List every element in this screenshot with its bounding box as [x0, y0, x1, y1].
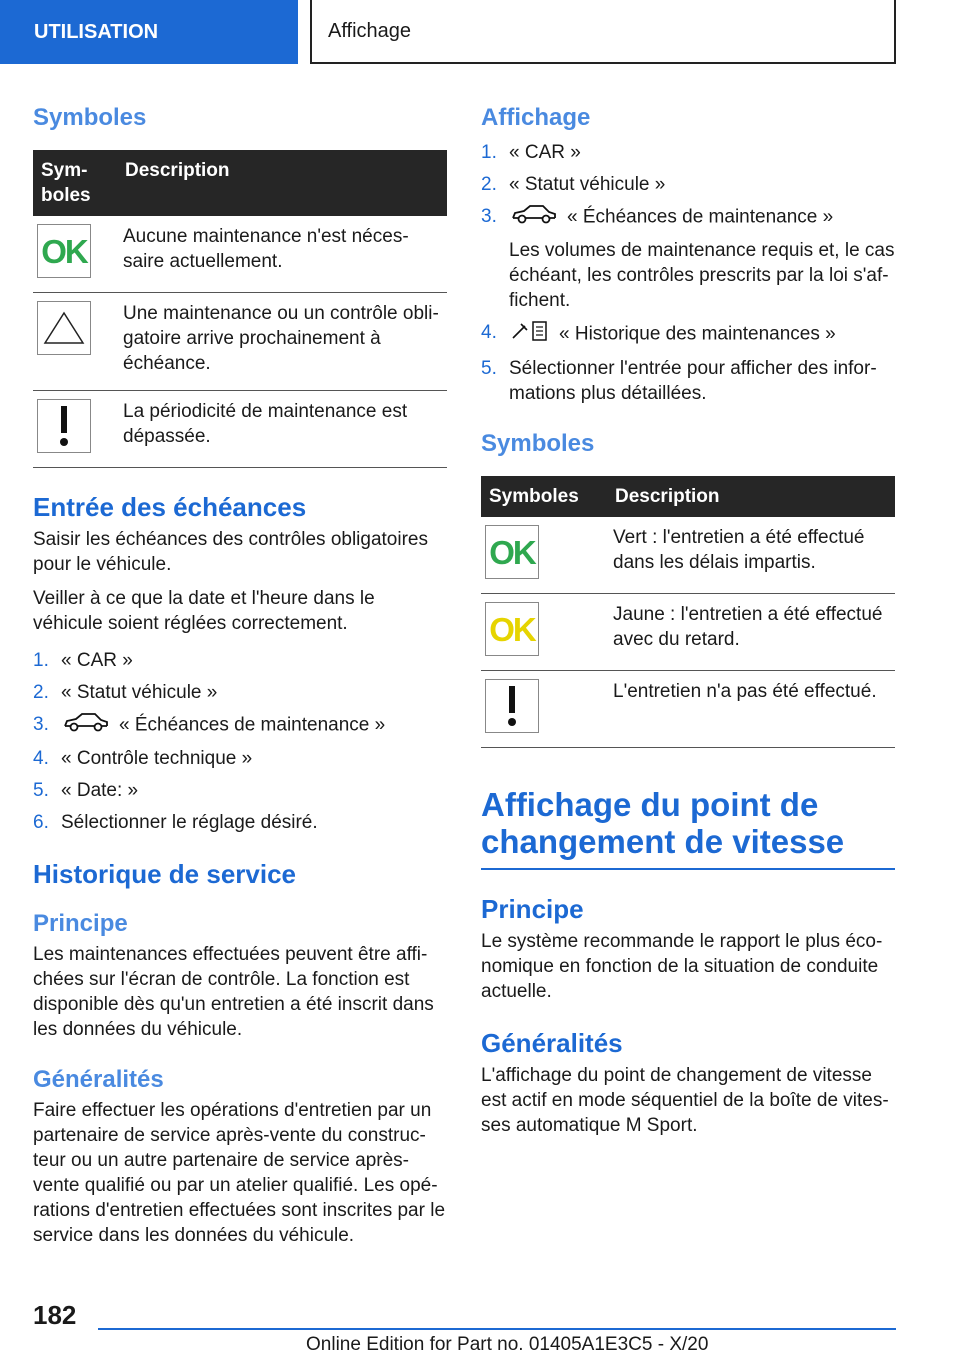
entree-paragraph-2: Veiller à ce que la date et l'heure dans le véhicule soient réglées correctement. [33, 588, 375, 634]
col-header-symbols: Symboles [481, 476, 607, 517]
col-header-description: Description [117, 150, 447, 216]
ok-yellow-icon: OK [485, 602, 539, 656]
table-row [33, 391, 447, 468]
service-history-icon [511, 320, 549, 349]
table-row [481, 671, 895, 748]
affichage-steps [481, 140, 895, 231]
ok-green-icon: OK [37, 224, 91, 278]
row-description: L'entretien n'a pas été effectué. [607, 671, 895, 748]
list-item: 3. « Échéances de maintenance » [33, 712, 447, 739]
heading-rule [481, 868, 895, 870]
chapter-title: Affichage [310, 0, 896, 64]
exclamation-icon [485, 679, 539, 733]
symbols-heading: Symboles [481, 430, 595, 457]
principe-heading: Principe [481, 894, 584, 924]
left-column [33, 98, 447, 1248]
list-item: 4. « Historique des maintenances » [481, 320, 895, 349]
right-column [481, 98, 895, 1138]
table-row [481, 517, 895, 594]
generalites-text: Faire effectuer les opérations d'entretien par un partenaire de service après-vente du construc-teur ou un autre partenaire de service après-vente qualifié ou par un atelier qualifié. Les opé-rations d'entretien effectuées sont inscrites par le service dans les données du véhicule. [33, 1100, 446, 1246]
row-description: Une maintenance ou un contrôle obli- gatoire arrive prochainement à échéance. [117, 293, 447, 391]
warning-triangle-icon [37, 301, 91, 355]
step3-subtext: Les volumes de maintenance requis et, le cas échéant, les contrôles prescrits par la loi s'af-fichent. [509, 240, 895, 311]
car-outline-icon [63, 712, 109, 739]
car-outline-icon [511, 204, 557, 231]
symbols-table [33, 150, 447, 468]
historique-heading: Historique de service [33, 859, 296, 889]
affichage-steps-cont [481, 320, 895, 406]
edition-text: Online Edition for Part no. 01405A1E3C5 - X/20 [306, 1334, 709, 1355]
gear-heading: Affichage du point de changement de vitesse [481, 786, 845, 860]
list-item: 1. « CAR » [33, 650, 133, 671]
list-item: 2. « Statut véhicule » [33, 682, 218, 703]
list-item: 4. « Contrôle technique » [33, 748, 253, 769]
table-row [33, 293, 447, 391]
row-description: Vert : l'entretien a été effectué dans les délais impartis. [607, 517, 895, 594]
symbols-table [481, 476, 895, 748]
list-item: 5. Sélectionner l'entrée pour afficher des infor-mations plus détaillées. [481, 358, 877, 404]
principe-text: Le système recommande le rapport le plus éco-nomique en fonction de la situation de conduite actuelle. [481, 931, 883, 1002]
col-header-description: Description [607, 476, 895, 517]
footer-rule [98, 1328, 896, 1330]
list-item: 1. « CAR » [481, 142, 581, 163]
row-description: La périodicité de maintenance est dépassée. [117, 391, 447, 468]
row-description: Aucune maintenance n'est néces- saire actuellement. [117, 216, 447, 293]
entree-steps [33, 648, 447, 835]
list-item: 2. « Statut véhicule » [481, 174, 666, 195]
list-item: 5. « Date: » [33, 780, 139, 801]
page-number: 182 [33, 1300, 77, 1330]
exclamation-icon [37, 399, 91, 453]
generalites-text: L'affichage du point de changement de vitesse est actif en mode séquentiel de la boîte de vites-ses automatique M Sport. [481, 1065, 889, 1136]
symbols-heading: Symboles [33, 104, 147, 131]
list-item: 3. « Échéances de maintenance » [481, 204, 895, 231]
list-item: 6. Sélectionner le réglage désiré. [33, 812, 318, 833]
principe-heading: Principe [33, 910, 128, 937]
col-header-symbols: Sym- boles [33, 150, 117, 216]
generalites-heading: Généralités [481, 1028, 623, 1058]
table-row [33, 216, 447, 293]
entree-heading: Entrée des échéances [33, 492, 307, 522]
affichage-heading: Affichage [481, 104, 591, 131]
principe-text: Les maintenances effectuées peuvent être affi-chées sur l'écran de contrôle. La fonction est disponible dès qu'un entretien a été inscrit dans les données du véhicule. [33, 944, 434, 1040]
ok-green-icon: OK [485, 525, 539, 579]
table-row [481, 594, 895, 671]
generalites-heading: Généralités [33, 1066, 164, 1093]
entree-paragraph-1: Saisir les échéances des contrôles obligatoires pour le véhicule. [33, 529, 428, 575]
section-tab: UTILISATION [0, 0, 298, 64]
row-description: Jaune : l'entretien a été effectué avec du retard. [607, 594, 895, 671]
